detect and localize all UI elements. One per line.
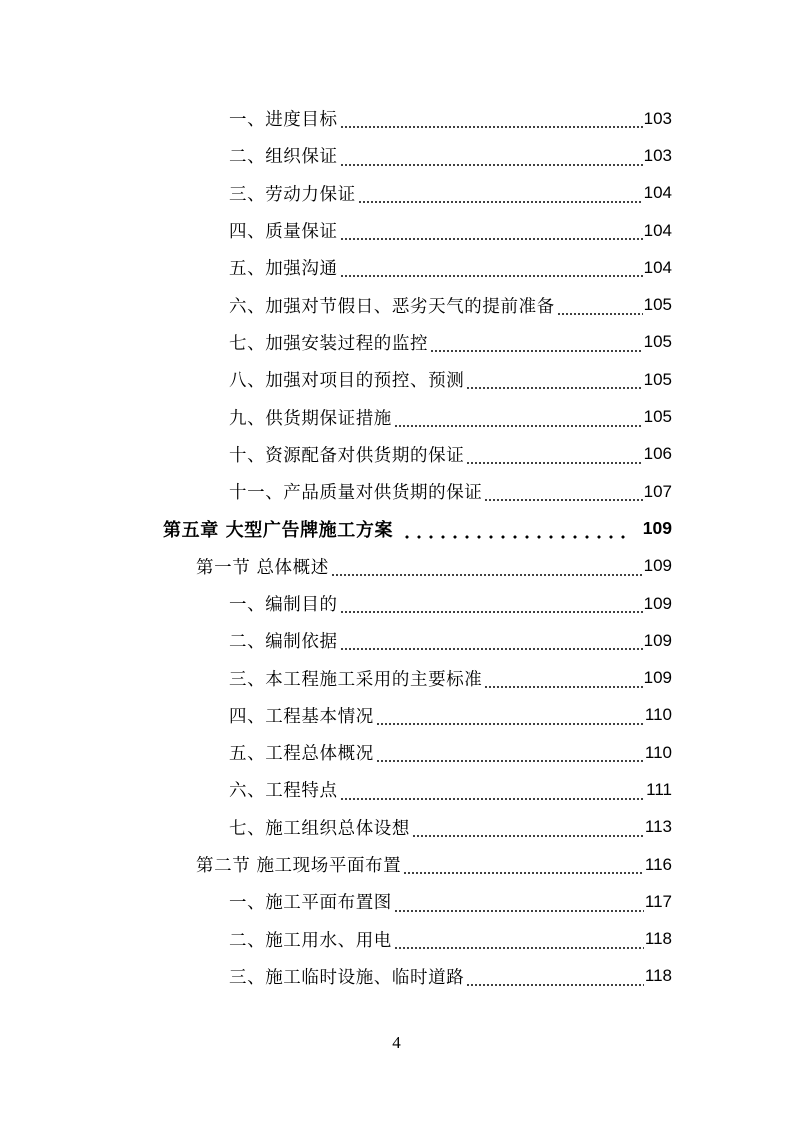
toc-entry-page-number: 111 — [646, 779, 672, 799]
toc-entry-page-number: 118 — [644, 929, 672, 949]
dot-leader — [376, 743, 644, 763]
toc-entry-page-number: 109 — [643, 556, 672, 576]
toc-entry-title: 二、编制依据 — [229, 632, 338, 653]
toc-entry-title: 八、加强对项目的预控、预测 — [229, 371, 465, 392]
toc-entry-title: 五、加强沟通 — [229, 259, 338, 280]
toc-entry-item[interactable] — [0, 436, 793, 473]
toc-entry-page-number: 117 — [644, 891, 672, 911]
toc-entry-item[interactable] — [0, 697, 793, 734]
toc-entry-page-number: 105 — [643, 407, 672, 427]
toc-entry-title: 第五章 大型广告牌施工方案 — [163, 519, 394, 541]
toc-entry-item[interactable] — [0, 771, 793, 808]
toc-entry-title: 四、质量保证 — [229, 222, 338, 243]
toc-entry-page-number: 118 — [644, 966, 672, 986]
toc-entry-item[interactable] — [0, 958, 793, 995]
toc-entry-title: 一、施工平面布置图 — [229, 893, 392, 914]
toc-entry-page-number: 104 — [643, 183, 672, 203]
toc-entry-item[interactable] — [0, 473, 793, 510]
toc-entry-page-number: 104 — [643, 257, 672, 277]
dot-leader — [340, 221, 643, 241]
dot-leader — [557, 296, 643, 316]
toc-entry-section[interactable] — [0, 548, 793, 585]
dot-leader — [358, 184, 643, 204]
toc-entry-item[interactable] — [0, 249, 793, 286]
toc-entry-item[interactable] — [0, 809, 793, 846]
dot-leader — [340, 258, 643, 278]
toc-entry-section[interactable] — [0, 846, 793, 883]
toc-entry-title: 六、加强对节假日、恶劣天气的提前准备 — [229, 296, 555, 317]
toc-entry-item[interactable] — [0, 585, 793, 622]
toc-entry-item[interactable] — [0, 100, 793, 137]
toc-entry-item[interactable] — [0, 361, 793, 398]
toc-entry-page-number: 104 — [643, 220, 672, 240]
toc-entry-item[interactable] — [0, 212, 793, 249]
dot-leader — [403, 855, 644, 875]
toc-entry-item[interactable] — [0, 175, 793, 212]
toc-entry-title: 三、本工程施工采用的主要标准 — [229, 669, 483, 690]
toc-entry-page-number: 105 — [643, 295, 672, 315]
page-number: 4 — [392, 1033, 401, 1052]
dot-leader — [484, 669, 642, 689]
toc-entry-title: 一、进度目标 — [229, 110, 338, 131]
toc-entry-page-number: 113 — [644, 817, 672, 837]
dot-leader — [466, 370, 642, 390]
toc-entry-title: 七、加强安装过程的监控 — [229, 333, 429, 354]
dot-leader — [340, 631, 643, 651]
toc-entry-page-number: 103 — [643, 108, 672, 128]
dot-leader — [412, 818, 644, 838]
toc-entry-page-number: 109 — [643, 630, 672, 650]
toc-entry-item[interactable] — [0, 734, 793, 771]
toc-entry-item[interactable] — [0, 921, 793, 958]
toc-entry-chapter[interactable] — [0, 510, 793, 547]
dot-leader — [484, 482, 642, 502]
toc-entry-page-number: 116 — [644, 854, 672, 874]
dot-leader — [466, 967, 644, 987]
toc-entry-title: 三、施工临时设施、临时道路 — [229, 967, 465, 988]
toc-entry-title: 十、资源配备对供货期的保证 — [229, 445, 465, 466]
toc-entry-item[interactable] — [0, 883, 793, 920]
toc-entry-title: 第二节 施工现场平面布置 — [196, 856, 402, 877]
toc-entry-page-number: 109 — [642, 518, 672, 539]
toc-entry-page-number: 110 — [644, 705, 672, 725]
dot-leader — [340, 147, 643, 167]
toc-entry-title: 三、劳动力保证 — [229, 184, 356, 205]
toc-entry-page-number: 107 — [643, 481, 672, 501]
dot-leader — [401, 520, 633, 540]
dot-leader — [394, 408, 643, 428]
dot-leader — [394, 893, 644, 913]
dot-leader — [376, 706, 644, 726]
toc-entry-page-number: 109 — [643, 593, 672, 613]
dot-leader — [331, 557, 643, 577]
dot-leader — [340, 109, 643, 129]
dot-leader — [340, 594, 643, 614]
toc-entry-title: 四、工程基本情况 — [229, 706, 374, 727]
toc-entry-item[interactable] — [0, 659, 793, 696]
toc-entry-item[interactable] — [0, 398, 793, 435]
toc-entry-title: 二、施工用水、用电 — [229, 930, 392, 951]
toc-entry-item[interactable] — [0, 137, 793, 174]
dot-leader — [466, 445, 642, 465]
toc-entry-title: 十一、产品质量对供货期的保证 — [229, 483, 483, 504]
toc-entry-page-number: 110 — [644, 742, 672, 762]
toc-entry-page-number: 105 — [643, 369, 672, 389]
toc-entry-title: 九、供货期保证措施 — [229, 408, 392, 429]
toc-entry-title: 六、工程特点 — [229, 781, 338, 802]
toc-entry-page-number: 106 — [643, 444, 672, 464]
toc-entry-page-number: 105 — [643, 332, 672, 352]
toc-entry-item[interactable] — [0, 324, 793, 361]
toc-entry-title: 第一节 总体概述 — [196, 557, 329, 578]
toc-entry-title: 五、工程总体概况 — [229, 744, 374, 765]
dot-leader — [394, 930, 644, 950]
dot-leader — [340, 781, 646, 801]
toc-entry-page-number: 103 — [643, 145, 672, 165]
toc-entry-title: 二、组织保证 — [229, 147, 338, 168]
toc-entry-title: 一、编制目的 — [229, 595, 338, 615]
toc-entry-item[interactable] — [0, 622, 793, 659]
dot-leader — [430, 333, 643, 353]
toc-entry-page-number: 109 — [643, 668, 672, 688]
toc-entry-item[interactable] — [0, 286, 793, 323]
table-of-contents — [0, 100, 793, 995]
toc-entry-title: 七、施工组织总体设想 — [229, 818, 410, 839]
